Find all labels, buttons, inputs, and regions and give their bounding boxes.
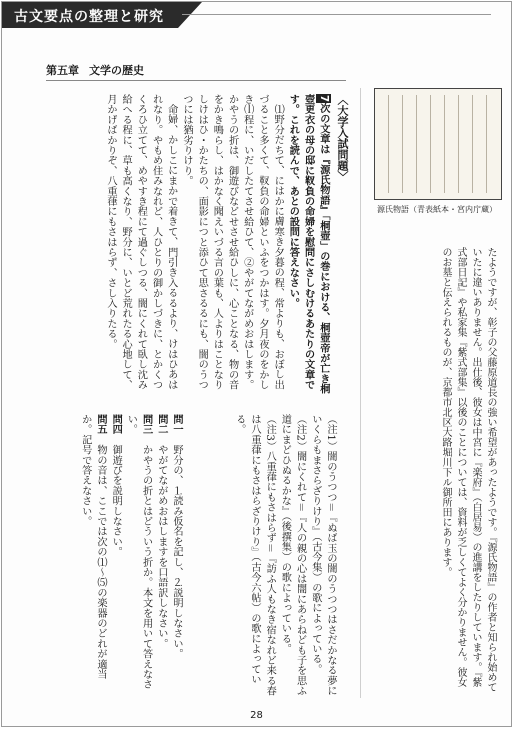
manuscript-figure — [374, 88, 502, 200]
question-text: かやうの折とはどういう折か。本文を用いて答えなさい。 — [125, 414, 152, 690]
chapter-name: 文学の歴史 — [89, 64, 144, 77]
page-number: 28 — [250, 710, 263, 721]
problem-prompt — [285, 94, 331, 394]
commentary-text: たようですが、彰子の父藤原道長の強い希望があったようです。『源氏物語』の作者と知られ始めていたに違いありません。出仕後、彼女は中宮に『楽府』（白居易）の進講をしたりしています。『紫式部日記』や私家集『紫式部集』以後のことについては、資料が乏しくてよく分かりません。彼女のお墓と伝えられるものが、京都市北区大路堀川下ル御所田にあります。 — [440, 247, 496, 692]
chapter-number: 第五章 — [46, 64, 79, 77]
question-text: 物の音は、ここでは次の⑴〜⑸の楽器のどれが適当か。記号で答えなさい。 — [79, 414, 106, 680]
page — [1, 1, 512, 727]
figure-caption: 源氏物語（青表紙本・宮内庁蔵） — [377, 205, 497, 214]
problem-paragraph-1: ⑴野分だちて、にはかに膚寒き夕暮の程、常よりも、おぼし出づること多くて、靫負の命婦といふをつかはす。夕月夜のをかしき⒧程に、いだしたてさせ給ひて、②やがてながめおはします。かやうの折は、御遊びなどせさせ給ひしに、心ことなる、物の音をかき鳴らし、はかなく聞えいづる言の葉も、人よりはことなりしけはひ・かたちの、面影につと添ひて思さるるにも、闇のうつつには猶劣りけり。 — [180, 94, 284, 390]
note-item: （注2）闇にくれて＝『人の親の心は闇にあらねども子を思ふ道にまどひぬるかな』（後撰集）の歌によっている。 — [279, 414, 306, 696]
problem-number-badge: 7 — [316, 94, 331, 103]
question-item — [108, 414, 123, 696]
note-item: （注3）八重葎にもさはらず＝『訪ふ人もなき宿なれど来る春は八重葎にもさはらざりけり』（古今六帖）の歌によっている。 — [233, 414, 276, 696]
manuscript-image — [381, 95, 495, 193]
problem-heading: 〈大学入試問題〉 — [336, 94, 349, 182]
question-item — [169, 414, 184, 696]
question-item — [154, 414, 169, 696]
question-text: やがてながめおはしますを口語訳しなさい。 — [155, 444, 167, 649]
question-text: 御遊びを説明しなさい。 — [110, 444, 122, 557]
header-rule — [182, 14, 491, 15]
column-divider — [360, 88, 361, 698]
problem-paragraph-2: 命婦、かしこにまかで着きて、門引き入るるより、けはひあはれなり。やもめ住みなれど、人ひとりの御かしづきに、とかくつくろひ立てて、めやすき程にて過ぐしつる、闇にくれて臥し沈み給へる程に、草も高くなり、野分に、いとど荒れたる心地して、月かげばかりぞ、八重葎にもさはらず、さし入りたる。 — [104, 94, 177, 390]
question-label: 問五 — [94, 414, 106, 435]
notes-block — [198, 414, 338, 696]
question-text: 野分の、⒈読み仮名を記し、⒉説明しなさい。 — [171, 444, 182, 659]
question-label: 問三 — [140, 414, 152, 435]
problem-prompt-text: 次の文章は『源氏物語』「桐壺」の巻における、桐壺帝が亡き桐壺更衣の母の邸に靫負の命婦を慰問にさしむけるあたりの文章です。これを読んで、あとの設問に答えなさい。 — [287, 94, 329, 394]
question-label: 問一 — [171, 414, 182, 435]
question-label: 問四 — [110, 414, 122, 435]
chapter-title — [46, 62, 144, 78]
question-label: 問二 — [155, 414, 167, 435]
header-title: 古文要点の整理と研究 — [14, 9, 164, 25]
questions-block — [44, 414, 184, 696]
question-item — [123, 414, 153, 696]
question-item — [78, 414, 108, 696]
note-item: （注1）闇のうつつ＝『ぬば玉の闇のうつつはさだかなる夢にいくらもまさらざりけり』（古今集）の歌によっている。 — [309, 414, 336, 696]
chapter-rule — [46, 80, 346, 81]
problem-passage — [40, 94, 350, 394]
